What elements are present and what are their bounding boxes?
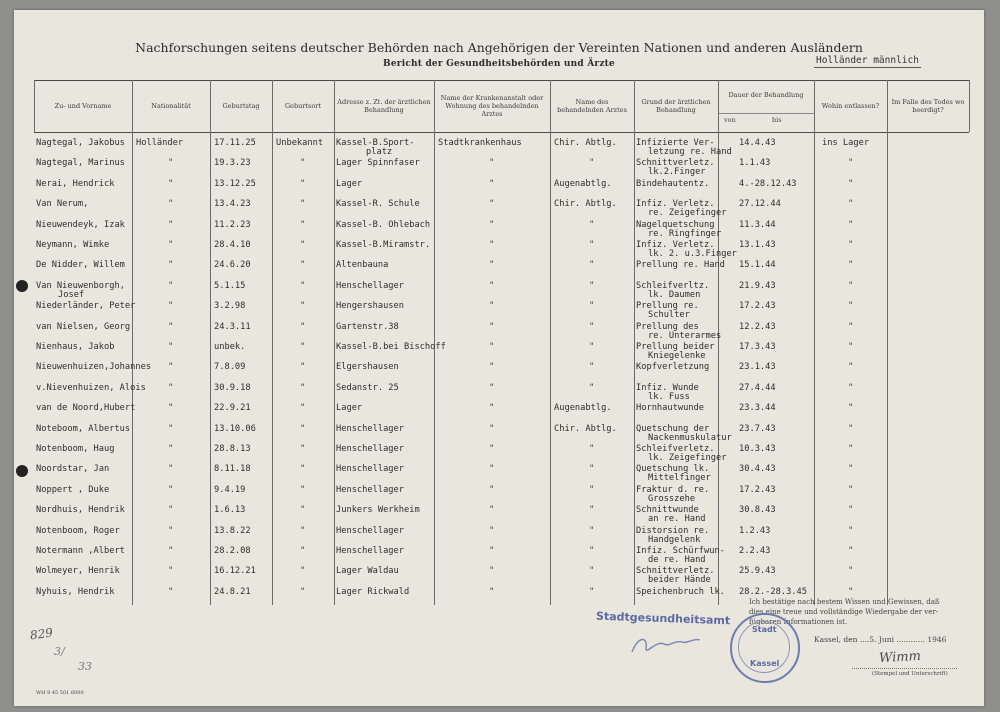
- cell-clinic: ": [489, 464, 495, 475]
- cell-reason: Bindehautentz.: [636, 178, 710, 189]
- cell-dis: ": [848, 423, 854, 434]
- cell-name: Nyhuis, Hendrik: [36, 586, 115, 597]
- cell-dis: ": [848, 382, 854, 393]
- column-header-place: Geburtsort: [284, 102, 322, 110]
- cell-born: 5.1.15: [214, 280, 246, 291]
- cell-dur: 27.12.44: [739, 199, 781, 210]
- cell-addr: Lager Rickwald: [336, 586, 410, 597]
- cell-born: unbek.: [214, 342, 246, 352]
- cell-nat: ": [168, 178, 174, 189]
- cell-place: ": [300, 403, 306, 414]
- cell-nat: Holländer: [136, 138, 184, 148]
- cell-addr: Kassel-B.Miramstr.: [336, 240, 431, 250]
- cell-dis: ": [848, 321, 854, 332]
- column-rule: [34, 80, 35, 132]
- cell-dur: 30.8.43: [739, 505, 776, 516]
- cell-reason: Infizierte Ver-: [636, 138, 715, 148]
- signature-label: (Stempel und Unterschrift): [872, 671, 948, 677]
- cell-reason-cont: lk.2.Finger: [648, 167, 706, 178]
- cell-doctor: ": [589, 546, 595, 556]
- cell-born: 19.3.23: [214, 158, 251, 169]
- column-header-clinic: Name der Krankenanstalt oder Wohnung des behandelnden Arztes: [440, 94, 544, 118]
- cell-born: 16.12.21: [214, 566, 256, 577]
- cell-name: van Nielsen, Georg: [36, 321, 131, 332]
- cell-addr: Lager: [336, 403, 363, 414]
- cell-clinic: ": [489, 219, 495, 230]
- cell-clinic: ": [489, 505, 495, 516]
- cell-clinic: ": [489, 280, 495, 291]
- cell-doctor: Chir. Abtlg.: [554, 423, 617, 434]
- cell-nat: ": [168, 403, 174, 414]
- cell-clinic: Stadtkrankenhaus: [438, 138, 522, 148]
- column-header-addr: Adresse z. Zt. der ärztlichen Behandlung: [337, 98, 431, 114]
- cell-doctor: ": [589, 158, 595, 169]
- cell-nat: ": [168, 342, 174, 352]
- cell-dis: ": [848, 158, 854, 169]
- cell-reason: Infiz. Verletz.: [636, 199, 715, 210]
- cell-born: 9.4.19: [214, 484, 246, 495]
- cell-clinic: ": [489, 301, 495, 312]
- cell-dis: ": [848, 403, 854, 414]
- punch-hole: [16, 465, 28, 477]
- cell-nat: ": [168, 240, 174, 250]
- cell-doctor: ": [589, 505, 595, 516]
- cell-dis: ": [848, 260, 854, 271]
- cell-reason: Distorsion re.: [636, 525, 710, 536]
- cell-dis: ": [848, 546, 854, 556]
- cell-nat: ": [168, 586, 174, 597]
- cell-born: 1.6.13: [214, 505, 246, 516]
- column-rule: [132, 80, 133, 605]
- cell-dur: 1.1.43: [739, 158, 771, 169]
- category-label: Holländer männlich: [816, 55, 919, 66]
- cell-nat: ": [168, 423, 174, 434]
- cell-addr: Kassel-B.Sport-: [336, 138, 415, 148]
- cell-dur: 17.3.43: [739, 342, 776, 352]
- cell-nat: ": [168, 219, 174, 230]
- cell-clinic: ": [489, 382, 495, 393]
- margin-note-2: 3/: [54, 645, 65, 658]
- cell-reason-cont: letzung re. Hand: [648, 147, 732, 157]
- cell-place: ": [300, 178, 306, 189]
- cell-addr: Henschellager: [336, 484, 404, 495]
- cell-clinic: ": [489, 199, 495, 210]
- cell-name: v.Nievenhuizen, Alois: [36, 382, 146, 393]
- cell-nat: ": [168, 484, 174, 495]
- cell-dur: 12.2.43: [739, 321, 776, 332]
- cell-addr: Henschellager: [336, 525, 404, 536]
- cell-place: Unbekannt: [276, 138, 324, 148]
- cell-reason-cont: lk. Zeigefinger: [648, 453, 727, 463]
- cell-doctor: ": [589, 240, 595, 250]
- cell-dur: 2.2.43: [739, 546, 771, 556]
- cell-born: 28.4.10: [214, 240, 251, 250]
- cell-born: 28.2.08: [214, 546, 251, 556]
- cell-dur: 13.1.43: [739, 240, 776, 250]
- cell-name: van de Noord,Hubert: [36, 403, 136, 414]
- cell-nat: ": [168, 280, 174, 291]
- cell-place: ": [300, 382, 306, 393]
- cell-dis: ": [848, 586, 854, 597]
- cell-born: 17.11.25: [214, 138, 256, 148]
- cell-dis: ": [848, 525, 854, 536]
- cell-doctor: Chir. Abtlg.: [554, 199, 617, 210]
- cell-name: Neymann, Wimke: [36, 240, 110, 250]
- cell-name: Nieuwendeyk, Izak: [36, 219, 125, 230]
- cell-reason: Quetschung der: [636, 423, 710, 434]
- form-code: WH 9 45 501 6000: [36, 690, 84, 696]
- cell-nat: ": [168, 444, 174, 454]
- cell-born: 30.9.18: [214, 382, 251, 393]
- cell-reason: Infiz. Schürfwun-: [636, 546, 725, 556]
- cell-born: 13.10.06: [214, 423, 256, 434]
- cell-dur: 4.-28.12.43: [739, 178, 797, 189]
- cell-clinic: ": [489, 260, 495, 271]
- cell-dur: 23.3.44: [739, 403, 776, 414]
- column-rule: [718, 80, 719, 605]
- cell-place: ": [300, 280, 306, 291]
- cell-born: 13.4.23: [214, 199, 251, 210]
- cell-name: Notenboom, Roger: [36, 525, 120, 536]
- cell-reason-cont: beider Hände: [648, 575, 711, 586]
- cell-name: Van Nieuwenborgh,: [36, 280, 125, 291]
- cell-doctor: ": [589, 484, 595, 495]
- cell-place: ": [300, 240, 306, 250]
- cell-reason: Nagelquetschung: [636, 219, 715, 230]
- cell-doctor: Augenabtlg.: [554, 178, 612, 189]
- cell-name: Nienhaus, Jakob: [36, 342, 115, 352]
- cell-born: 8.11.18: [214, 464, 251, 475]
- cell-reason: Prellung des: [636, 321, 699, 332]
- certification-line-1: Ich bestätige nach bestem Wissen und Gewissen, daß: [749, 598, 940, 606]
- cell-place: ": [300, 464, 306, 475]
- cell-nat: ": [168, 382, 174, 393]
- cell-dur: 28.2.-28.3.45: [739, 586, 807, 597]
- cell-name: Noppert , Duke: [36, 484, 110, 495]
- cell-dis: ": [848, 342, 854, 352]
- cell-place: ": [300, 525, 306, 536]
- cell-clinic: ": [489, 178, 495, 189]
- cell-reason-cont: re. Zeigefinger: [648, 208, 727, 219]
- cell-place: ": [300, 546, 306, 556]
- cell-dur: 11.3.44: [739, 219, 776, 230]
- cell-clinic: ": [489, 240, 495, 250]
- cell-clinic: ": [489, 566, 495, 577]
- duration-sub-rule: [718, 113, 814, 114]
- signature: Wimm: [878, 648, 922, 667]
- cell-doctor: Chir. Abtlg.: [554, 138, 617, 148]
- cell-reason: Speichenbruch lk.: [636, 586, 725, 597]
- cell-place: ": [300, 444, 306, 454]
- cell-reason: Infiz. Verletz.: [636, 240, 715, 250]
- column-rule: [334, 80, 335, 605]
- cell-addr: Hengershausen: [336, 301, 404, 312]
- cell-clinic: ": [489, 403, 495, 414]
- round-seal-bottom: Kassel: [750, 659, 780, 668]
- office-stamp: Stadtgesundheitsamt: [595, 609, 731, 628]
- cell-doctor: ": [589, 382, 595, 393]
- cell-name: De Nidder, Willem: [36, 260, 125, 271]
- cell-addr: Kassel-B.bei Bischoff: [336, 342, 446, 352]
- cell-clinic: ": [489, 586, 495, 597]
- cell-name: Notenboom, Haug: [36, 444, 115, 454]
- cell-addr: Sedanstr. 25: [336, 382, 399, 393]
- cell-name: Wolmeyer, Henrik: [36, 566, 120, 577]
- cell-doctor: ": [589, 219, 595, 230]
- cell-place: ": [300, 321, 306, 332]
- cell-place: ": [300, 158, 306, 169]
- cell-clinic: ": [489, 158, 495, 169]
- column-header-dur: Dauer der Behandlung: [728, 91, 804, 99]
- column-header-doctor: Name des behandelnden Arztes: [557, 98, 627, 114]
- cell-place: ": [300, 301, 306, 312]
- cell-dis: ": [848, 505, 854, 516]
- cell-dis: ": [848, 566, 854, 577]
- cell-place: ": [300, 199, 306, 210]
- cell-reason: Prellung re. Hand: [636, 260, 725, 271]
- cell-reason: Infiz. Wunde: [636, 382, 699, 393]
- column-header-nat: Nationalität: [151, 102, 191, 110]
- cell-reason-cont: lk. 2. u.3.Finger: [648, 249, 737, 259]
- cell-reason: Schnittverletz.: [636, 158, 715, 169]
- cell-name: Notermann ,Albert: [36, 546, 125, 556]
- cell-doctor: ": [589, 280, 595, 291]
- cell-dur: 15.1.44: [739, 260, 776, 271]
- cell-reason-cont: Kniegelenke: [648, 351, 706, 361]
- cell-addr: Kassel-B. Ohlebach: [336, 219, 431, 230]
- column-rule: [210, 80, 211, 605]
- cell-clinic: ": [489, 342, 495, 352]
- cell-name: Nordhuis, Hendrik: [36, 505, 125, 516]
- cell-addr: Henschellager: [336, 423, 404, 434]
- cell-place: ": [300, 505, 306, 516]
- column-rule: [550, 80, 551, 605]
- cell-dur: 30.4.43: [739, 464, 776, 475]
- cell-name: Niederländer, Peter: [36, 301, 136, 312]
- cell-reason-cont: Grosszehe: [648, 493, 696, 504]
- cell-dur: 10.3.43: [739, 444, 776, 454]
- cell-reason-cont: Handgelenk: [648, 534, 701, 545]
- cell-dur: 14.4.43: [739, 138, 776, 148]
- cell-dis: ins Lager: [822, 138, 870, 148]
- cell-nat: ": [168, 158, 174, 169]
- cell-nat: ": [168, 525, 174, 536]
- duration-from-label: von: [724, 116, 736, 124]
- column-header-dis: Wohin entlassen?: [821, 102, 880, 110]
- cell-place: ": [300, 484, 306, 495]
- cell-nat: ": [168, 362, 174, 373]
- cell-dis: ": [848, 444, 854, 454]
- column-rule: [634, 80, 635, 605]
- cell-reason-cont: an re. Hand: [648, 514, 706, 525]
- cell-clinic: ": [489, 423, 495, 434]
- cell-addr: Henschellager: [336, 546, 404, 556]
- cell-place: ": [300, 342, 306, 352]
- stamp-scrawl: [626, 630, 706, 660]
- cell-reason-cont: re. Unterarmes: [648, 330, 722, 341]
- cell-addr: Lager Spinnfaser: [336, 158, 420, 169]
- cell-doctor: ": [589, 586, 595, 597]
- cell-born: 24.8.21: [214, 586, 251, 597]
- cell-reason: Schleifverletz.: [636, 444, 715, 454]
- cell-place: ": [300, 260, 306, 271]
- cell-born: 7.8.09: [214, 362, 246, 373]
- cell-reason: Schnittwunde: [636, 505, 699, 516]
- cell-reason: Kopfverletzung: [636, 362, 710, 373]
- cell-reason: Schnittverletz.: [636, 566, 715, 577]
- document-title: Nachforschungen seitens deutscher Behörden nach Angehörigen der Vereinten Nationen und anderen Ausländern: [135, 40, 863, 55]
- duration-to-label: bis: [772, 116, 782, 124]
- cell-dis: ": [848, 199, 854, 210]
- cell-name: Van Nerum,: [36, 199, 89, 210]
- cell-dur: 23.7.43: [739, 423, 776, 434]
- column-rule: [272, 80, 273, 605]
- cell-clinic: ": [489, 484, 495, 495]
- document-subtitle: Bericht der Gesundheitsbehörden und Ärzte: [383, 59, 615, 69]
- cell-dis: ": [848, 362, 854, 373]
- cell-place: ": [300, 362, 306, 373]
- cell-nat: ": [168, 321, 174, 332]
- cell-born: 13.12.25: [214, 178, 256, 189]
- cell-addr-cont: platz: [366, 147, 393, 157]
- cell-reason-cont: Mittelfinger: [648, 473, 711, 484]
- cell-reason: Hornhautwunde: [636, 403, 704, 414]
- cell-nat: ": [168, 260, 174, 271]
- cell-addr: Henschellager: [336, 280, 404, 291]
- cell-born: 24.6.20: [214, 260, 251, 271]
- cell-nat: ": [168, 464, 174, 475]
- cell-clinic: ": [489, 321, 495, 332]
- cell-doctor: ": [589, 362, 595, 373]
- signature-rule: [852, 668, 957, 669]
- cell-born: 13.8.22: [214, 525, 251, 536]
- round-seal-top: Stadt: [752, 625, 777, 634]
- cell-name: Nagtegal, Marinus: [36, 158, 125, 169]
- cell-addr: Lager: [336, 178, 363, 189]
- cell-doctor: ": [589, 464, 595, 475]
- document-sheet: [14, 10, 984, 706]
- cell-dis: ": [848, 464, 854, 475]
- certification-line-2: dies eine treue und vollständige Wiedergabe der ver-: [749, 608, 939, 616]
- cell-place: ": [300, 566, 306, 577]
- cell-reason: Schleifverltz.: [636, 280, 710, 291]
- cell-dis: ": [848, 280, 854, 291]
- cell-dis: ": [848, 240, 854, 250]
- cell-doctor: ": [589, 525, 595, 536]
- cell-place: ": [300, 219, 306, 230]
- cell-addr: Gartenstr.38: [336, 321, 399, 332]
- cell-dis: ": [848, 484, 854, 495]
- column-rule: [969, 80, 970, 132]
- cell-reason-cont: Schulter: [648, 310, 690, 321]
- cell-dur: 17.2.43: [739, 484, 776, 495]
- cell-addr: Elgershausen: [336, 362, 399, 373]
- cell-addr: Lager Waldau: [336, 566, 399, 577]
- cell-nat: ": [168, 505, 174, 516]
- cell-dis: ": [848, 178, 854, 189]
- cell-dis: ": [848, 301, 854, 312]
- cell-clinic: ": [489, 525, 495, 536]
- cell-clinic: ": [489, 546, 495, 556]
- cell-dur: 17.2.43: [739, 301, 776, 312]
- cell-doctor: ": [589, 321, 595, 332]
- cell-dur: 25.9.43: [739, 566, 776, 577]
- cell-clinic: ": [489, 444, 495, 454]
- cell-nat: ": [168, 566, 174, 577]
- cell-dur: 21.9.43: [739, 280, 776, 291]
- cell-doctor: ": [589, 444, 595, 454]
- cell-doctor: ": [589, 566, 595, 577]
- cell-born: 28.8.13: [214, 444, 251, 454]
- margin-note-3: 33: [78, 660, 92, 673]
- cell-doctor: Augenabtlg.: [554, 403, 612, 414]
- cell-place: ": [300, 423, 306, 434]
- cell-reason-cont: lk. Daumen: [648, 289, 701, 300]
- punch-hole: [16, 280, 28, 292]
- cell-name: Nagtegal, Jakobus: [36, 138, 125, 148]
- cell-clinic: ": [489, 362, 495, 373]
- cell-reason-cont: re. Ringfinger: [648, 228, 722, 239]
- cell-place: ": [300, 586, 306, 597]
- column-rule: [814, 80, 815, 605]
- cell-dur: 27.4.44: [739, 382, 776, 393]
- cell-addr: Altenbauna: [336, 260, 389, 271]
- column-header-death: Im Falle des Todes wo beerdigt?: [891, 98, 965, 114]
- cell-born: 11.2.23: [214, 219, 251, 230]
- certification-line-3: fügbaren Informationen ist.: [749, 618, 848, 626]
- column-header-reason: Grund der ärztlichen Behandlung: [641, 98, 711, 114]
- cell-name: Nieuwenhuizen,Johannes: [36, 362, 152, 373]
- cell-reason: Quetschung lk.: [636, 464, 710, 475]
- cell-dur: 23.1.43: [739, 362, 776, 373]
- cell-born: 3.2.98: [214, 301, 246, 312]
- cell-name: Nerai, Hendrick: [36, 178, 115, 189]
- column-header-name: Zu- und Vorname: [54, 102, 112, 110]
- cell-nat: ": [168, 301, 174, 312]
- cell-name: Noteboom, Albertus: [36, 423, 131, 434]
- cell-reason-cont: lk. Fuss: [648, 391, 690, 402]
- table-header-rule: [34, 132, 969, 133]
- cell-reason-cont: Nackenmuskulatur: [648, 432, 732, 443]
- cell-addr: Junkers Werkheim: [336, 505, 420, 516]
- cell-reason: Fraktur d. re.: [636, 484, 710, 495]
- cell-dis: ": [848, 219, 854, 230]
- margin-note-1: 829: [29, 625, 54, 643]
- place-date: Kassel, den ....5. Juni ............ 1946: [814, 635, 947, 644]
- column-rule: [887, 80, 888, 605]
- cell-addr: Henschellager: [336, 444, 404, 454]
- cell-reason: Prellung re.: [636, 301, 699, 312]
- cell-born: 22.9.21: [214, 403, 251, 414]
- cell-name: Noordstar, Jan: [36, 464, 110, 475]
- cell-nat: ": [168, 546, 174, 556]
- cell-doctor: ": [589, 342, 595, 352]
- cell-doctor: ": [589, 260, 595, 271]
- cell-reason-cont: de re. Hand: [648, 555, 706, 565]
- cell-reason: Prellung beider: [636, 342, 715, 352]
- cell-addr: Henschellager: [336, 464, 404, 475]
- cell-nat: ": [168, 199, 174, 210]
- column-header-born: Geburtstag: [222, 102, 260, 110]
- cell-dur: 1.2.43: [739, 525, 771, 536]
- cell-born: 24.3.11: [214, 321, 251, 332]
- round-seal: [730, 613, 800, 683]
- cell-doctor: ": [589, 301, 595, 312]
- cell-name-cont: Josef: [58, 289, 85, 300]
- cell-addr: Kassel-R. Schule: [336, 199, 420, 210]
